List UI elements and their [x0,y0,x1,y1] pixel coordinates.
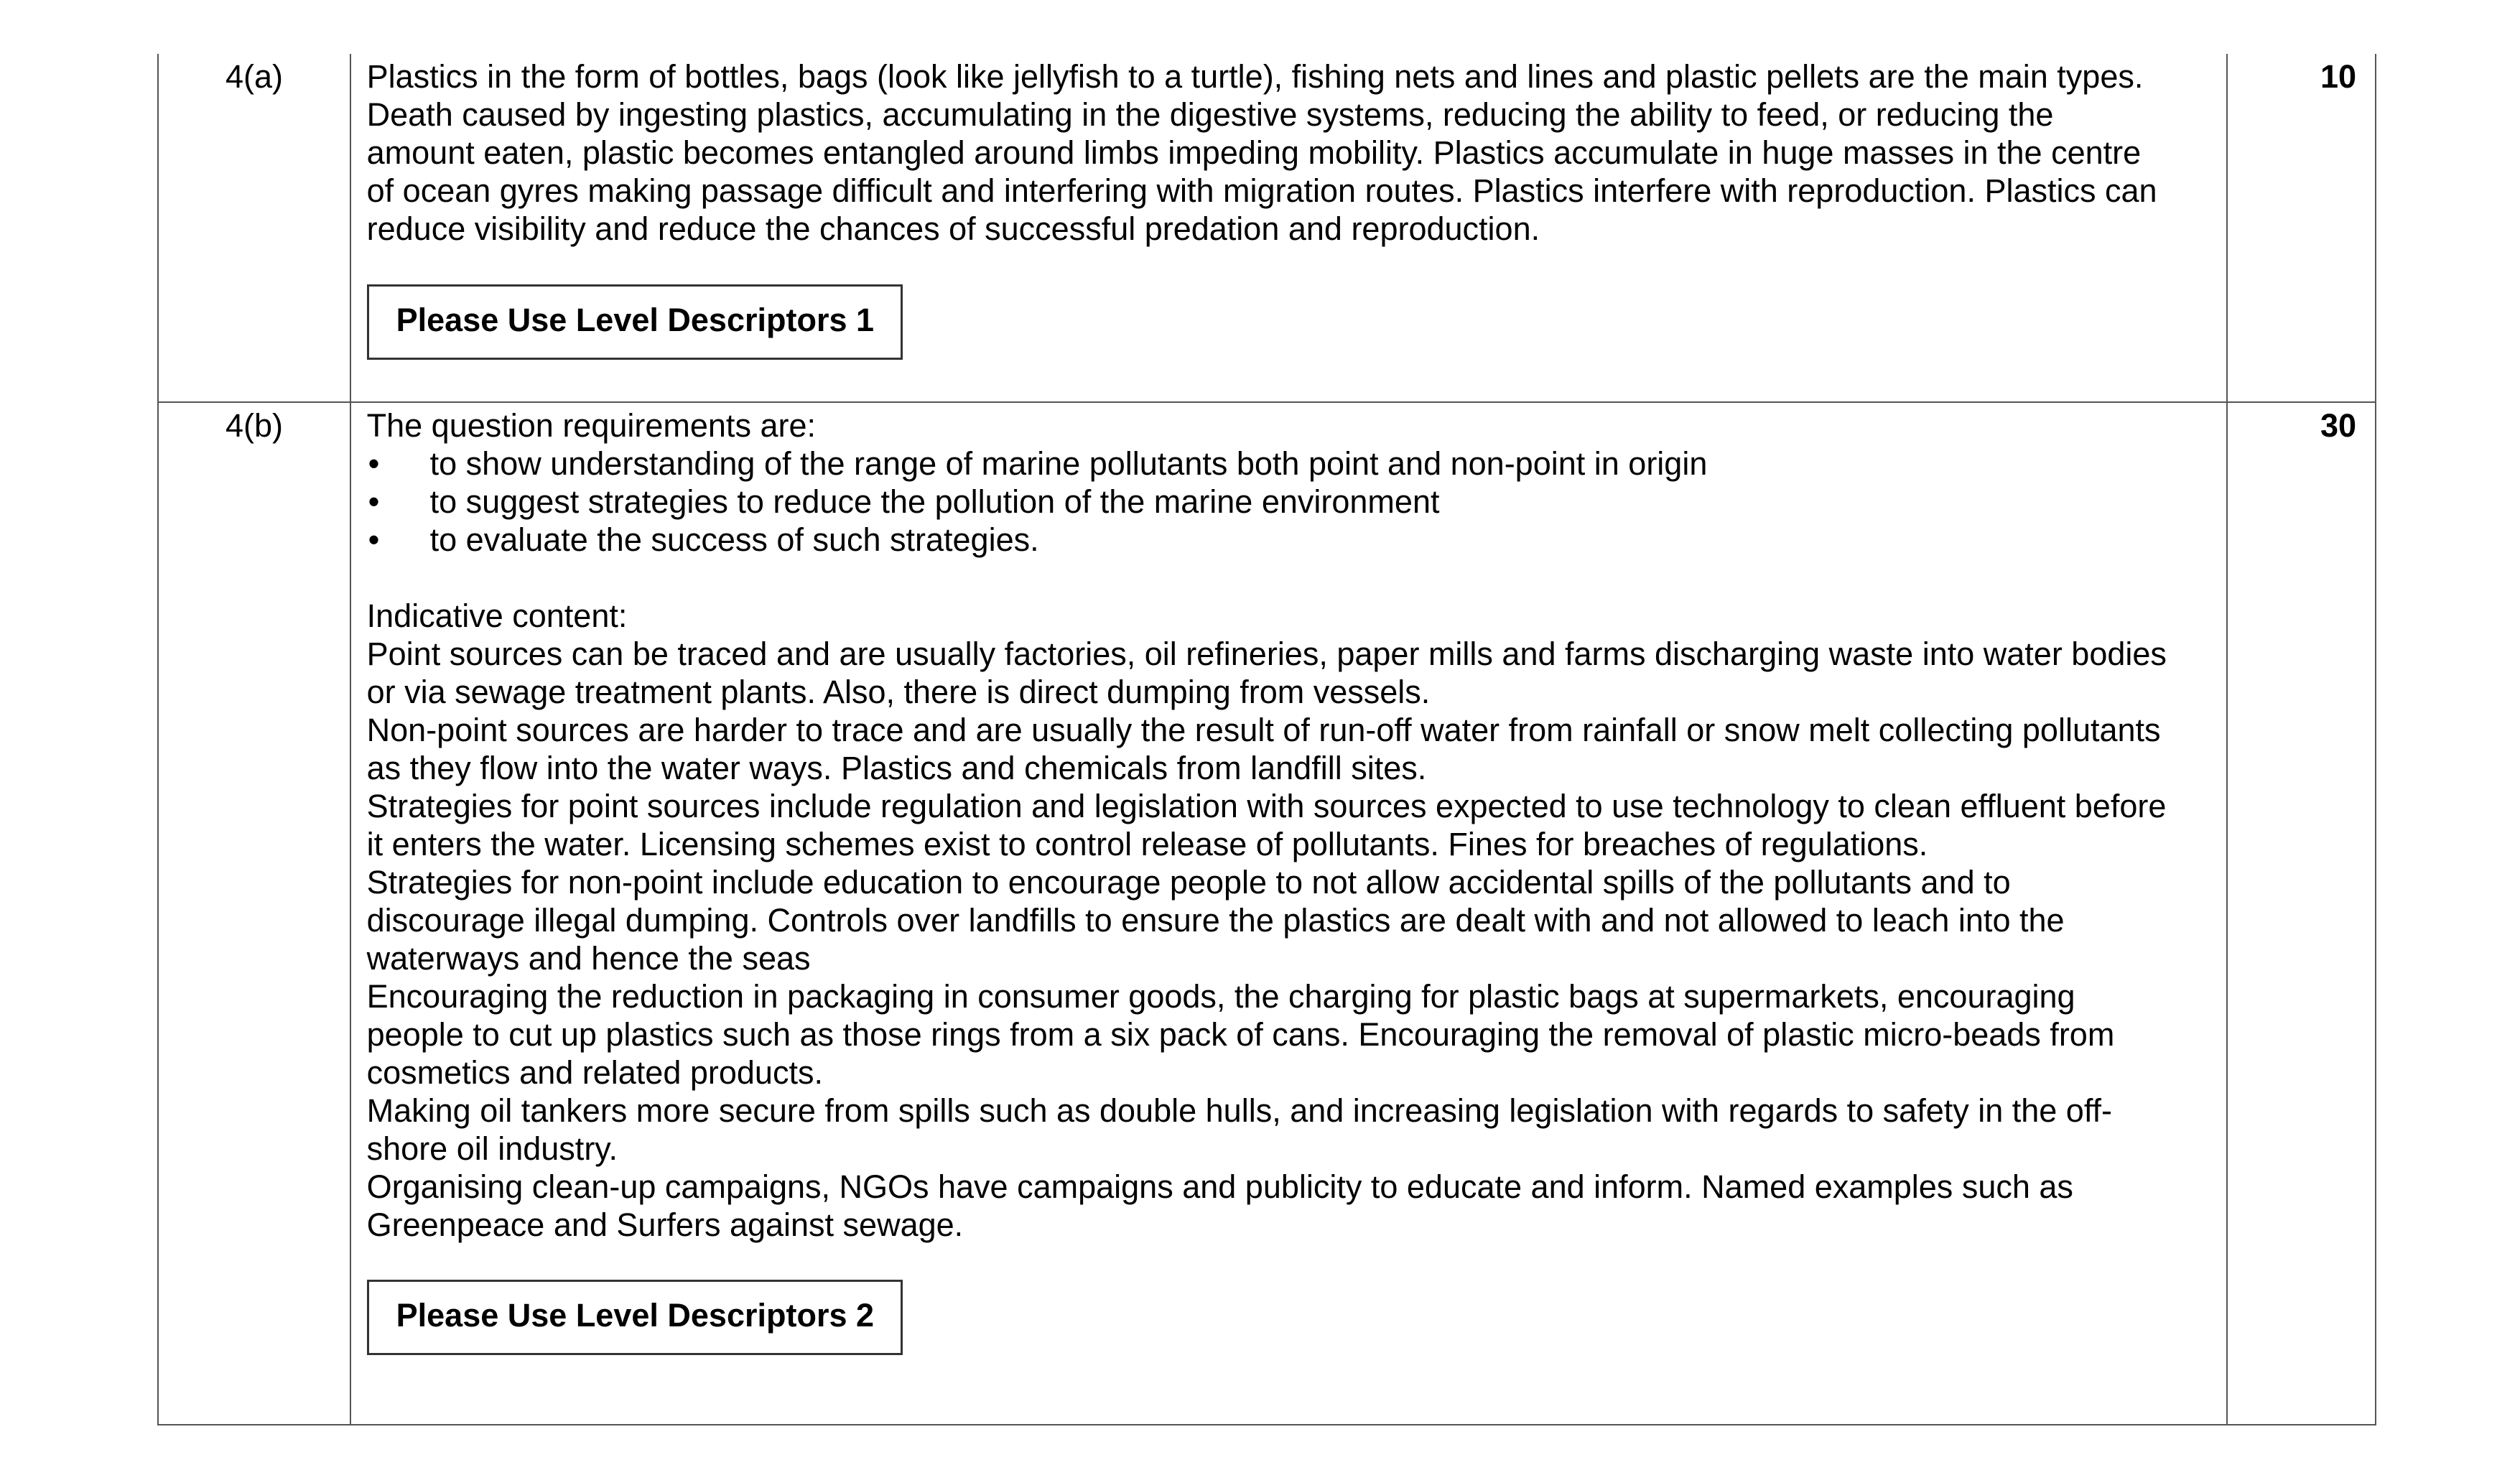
list-item [367,483,2218,521]
content-line: Organising clean-up campaigns, NGOs have campaigns and publicity to educate and inform. Named examples such as [366,1168,2073,1205]
list-item-text: to suggest strategies to reduce the pollution of the marine environment [429,483,1440,520]
marks-cell [2227,402,2376,1425]
answer-text [351,54,2226,360]
answer-cell [350,54,2227,402]
answer-text [351,403,2226,1355]
table-row-4a [158,54,2376,402]
answer-line: of ocean gyres making passage difficult and interfering with migration routes. Plastics interfere with reproduction. Plastics can [366,172,2157,209]
table-row-4b [158,402,2376,1425]
content-line: as they flow into the water ways. Plastics and chemicals from landfill sites. [366,750,1427,786]
answer-line: reduce visibility and reduce the chances of successful predation and reproduction. [366,210,1540,247]
answer-line: amount eaten, plastic becomes entangled around limbs impeding mobility. Plastics accumulate in huge masses in the centre [366,134,2142,171]
requirements-intro: The question requirements are: [366,407,816,444]
level-descriptors-box: Please Use Level Descriptors 1 [367,284,903,360]
list-item [367,445,2218,483]
bullet-icon: • [368,521,380,558]
content-line: Point sources can be traced and are usually factories, oil refineries, paper mills and farms discharging waste into water bodies [366,636,2167,672]
bullet-icon: • [368,483,380,520]
marks-cell [2227,54,2376,402]
marks-value: 30 [2320,407,2356,444]
content-line: cosmetics and related products. [366,1054,823,1091]
content-line: Making oil tankers more secure from spills such as double hulls, and increasing legislation with regards to safety in the off- [366,1092,2113,1129]
level-descriptors-box: Please Use Level Descriptors 2 [367,1280,903,1355]
content-line: Strategies for non-point include education to encourage people to not allow accidental spills of the pollutants and to [366,864,2011,901]
question-cell [158,402,350,1425]
content-line: it enters the water. Licensing schemes exist to control release of pollutants. Fines for breaches of regulations. [366,826,1928,862]
marks-value: 10 [2320,58,2356,95]
indicative-content-heading: Indicative content: [366,597,628,634]
content-line: Strategies for point sources include regulation and legislation with sources expected to use technology to clean effluent before [366,788,2167,824]
list-item-text: to evaluate the success of such strategies. [429,521,1039,558]
list-item-text: to show understanding of the range of marine pollutants both point and non-point in origin [429,445,1708,482]
list-item [367,521,2218,559]
answer-line: Death caused by ingesting plastics, accumulating in the digestive systems, reducing the ability to feed, or reducing the [366,96,2054,133]
content-line: or via sewage treatment plants. Also, there is direct dumping from vessels. [366,674,1431,710]
content-line: waterways and hence the seas [366,940,811,977]
question-number: 4(b) [226,407,284,444]
question-number: 4(a) [226,58,284,95]
content-line: people to cut up plastics such as those rings from a six pack of cans. Encouraging the removal of plastic micro-beads from [366,1016,2115,1053]
content-line: Encouraging the reduction in packaging in consumer goods, the charging for plastic bags at supermarkets, encouraging [366,978,2075,1015]
content-line: Non-point sources are harder to trace and are usually the result of run-off water from rainfall or snow melt collecting pollutants [366,712,2161,748]
question-cell [158,54,350,402]
bullet-icon: • [368,445,380,482]
content-line: Greenpeace and Surfers against sewage. [366,1206,964,1243]
mark-scheme-table [157,54,2376,1425]
answer-line: Plastics in the form of bottles, bags (look like jellyfish to a turtle), fishing nets and lines and plastic pellets are the main types. [366,58,2144,95]
content-line: shore oil industry. [366,1130,618,1167]
answer-cell [350,402,2227,1425]
content-line: discourage illegal dumping. Controls over landfills to ensure the plastics are dealt with and not allowed to leach into the [366,902,2065,939]
requirements-list [367,445,2218,559]
